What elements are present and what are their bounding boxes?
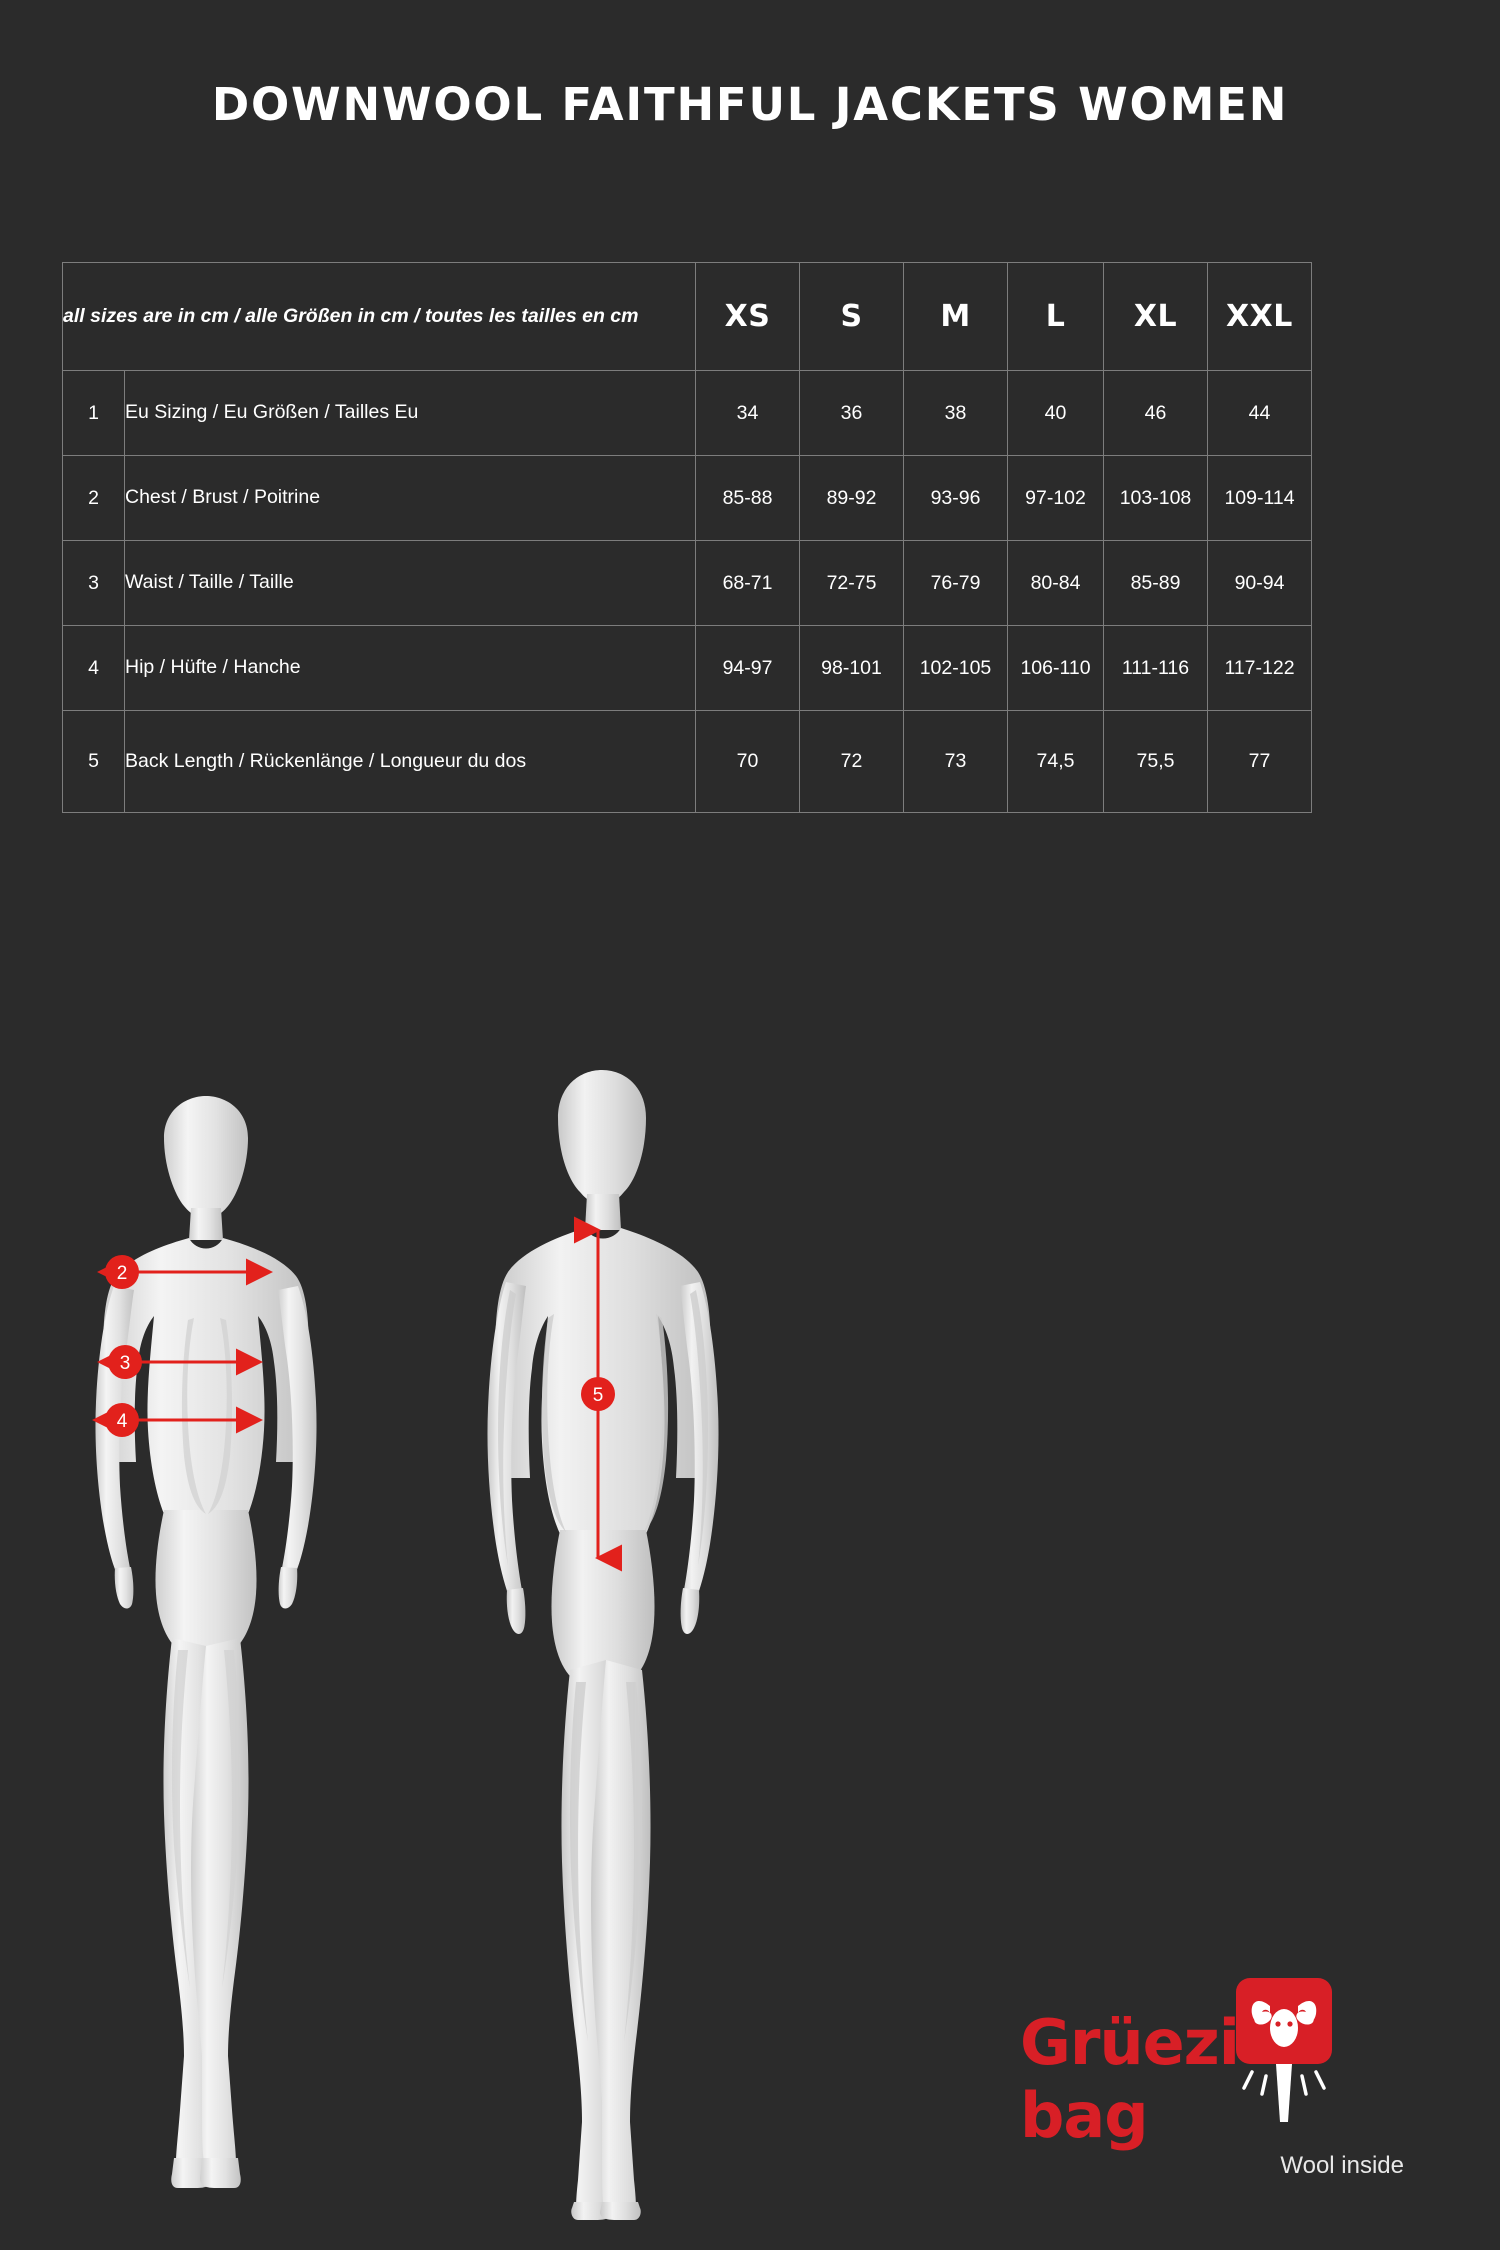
cell-s: 72: [800, 711, 904, 813]
logo-word-gruezi: Grüezi: [1020, 2006, 1239, 2079]
logo-word-bag: bag: [1020, 2079, 1148, 2152]
size-table-container: [62, 262, 1312, 813]
column-header-s: S: [800, 263, 904, 371]
table-body: [63, 371, 1312, 813]
marker-label-5: 5: [592, 1385, 604, 1406]
column-header-l: L: [1008, 263, 1104, 371]
mannequin-back-body: [487, 1070, 718, 2220]
cell-xxl: 117-122: [1208, 626, 1312, 711]
cell-l: 106-110: [1008, 626, 1104, 711]
cell-xxl: 90-94: [1208, 541, 1312, 626]
row-label: Eu Sizing / Eu Größen / Tailles Eu: [125, 371, 696, 456]
table-row: [63, 626, 1312, 711]
cell-m: 73: [904, 711, 1008, 813]
table-header-description: all sizes are in cm / alle Größen in cm / toutes les tailles en cm: [63, 263, 696, 371]
row-index: 3: [63, 541, 125, 626]
column-header-xl: XL: [1104, 263, 1208, 371]
cell-l: 97-102: [1008, 456, 1104, 541]
cell-xl: 111-116: [1104, 626, 1208, 711]
logo-tagline: Wool inside: [1280, 2152, 1404, 2179]
cell-m: 102-105: [904, 626, 1008, 711]
marker-label-4: 4: [116, 1411, 128, 1432]
row-label: Hip / Hüfte / Hanche: [125, 626, 696, 711]
row-label: Waist / Taille / Taille: [125, 541, 696, 626]
cell-xxl: 77: [1208, 711, 1312, 813]
cell-xl: 85-89: [1104, 541, 1208, 626]
table-row: [63, 371, 1312, 456]
cell-s: 36: [800, 371, 904, 456]
table-header-row: [63, 263, 1312, 371]
table-row: [63, 541, 1312, 626]
cell-xs: 70: [696, 711, 800, 813]
row-index: 5: [63, 711, 125, 813]
cell-xs: 85-88: [696, 456, 800, 541]
brand-logo: [1020, 1972, 1440, 2192]
cell-xs: 34: [696, 371, 800, 456]
row-label: Back Length / Rückenlänge / Longueur du dos: [125, 711, 696, 813]
cell-xl: 75,5: [1104, 711, 1208, 813]
row-index: 1: [63, 371, 125, 456]
table-row: [63, 711, 1312, 813]
cell-s: 89-92: [800, 456, 904, 541]
cell-xxl: 109-114: [1208, 456, 1312, 541]
table-head: [63, 263, 1312, 371]
cell-m: 38: [904, 371, 1008, 456]
row-index: 4: [63, 626, 125, 711]
row-label: Chest / Brust / Poitrine: [125, 456, 696, 541]
cell-m: 76-79: [904, 541, 1008, 626]
female-mannequin-back-figure: [450, 1060, 790, 2220]
cell-l: 80-84: [1008, 541, 1104, 626]
cell-l: 40: [1008, 371, 1104, 456]
size-table: [62, 262, 1312, 813]
cell-s: 72-75: [800, 541, 904, 626]
cell-xs: 68-71: [696, 541, 800, 626]
female-mannequin-front-figure: [60, 1090, 400, 2210]
marker-label-2: 2: [116, 1263, 128, 1284]
marker-label-3: 3: [119, 1353, 131, 1374]
cell-m: 93-96: [904, 456, 1008, 541]
row-index: 2: [63, 456, 125, 541]
cell-xxl: 44: [1208, 371, 1312, 456]
cell-xl: 103-108: [1104, 456, 1208, 541]
column-header-xs: XS: [696, 263, 800, 371]
table-row: [63, 456, 1312, 541]
cell-s: 98-101: [800, 626, 904, 711]
cell-xs: 94-97: [696, 626, 800, 711]
cell-l: 74,5: [1008, 711, 1104, 813]
column-header-xxl: XXL: [1208, 263, 1312, 371]
cell-xl: 46: [1104, 371, 1208, 456]
page-title: DOWNWOOL FAITHFUL JACKETS WOMEN: [211, 78, 1289, 131]
logo-wordmark: [1020, 2006, 1440, 2152]
column-header-m: M: [904, 263, 1008, 371]
